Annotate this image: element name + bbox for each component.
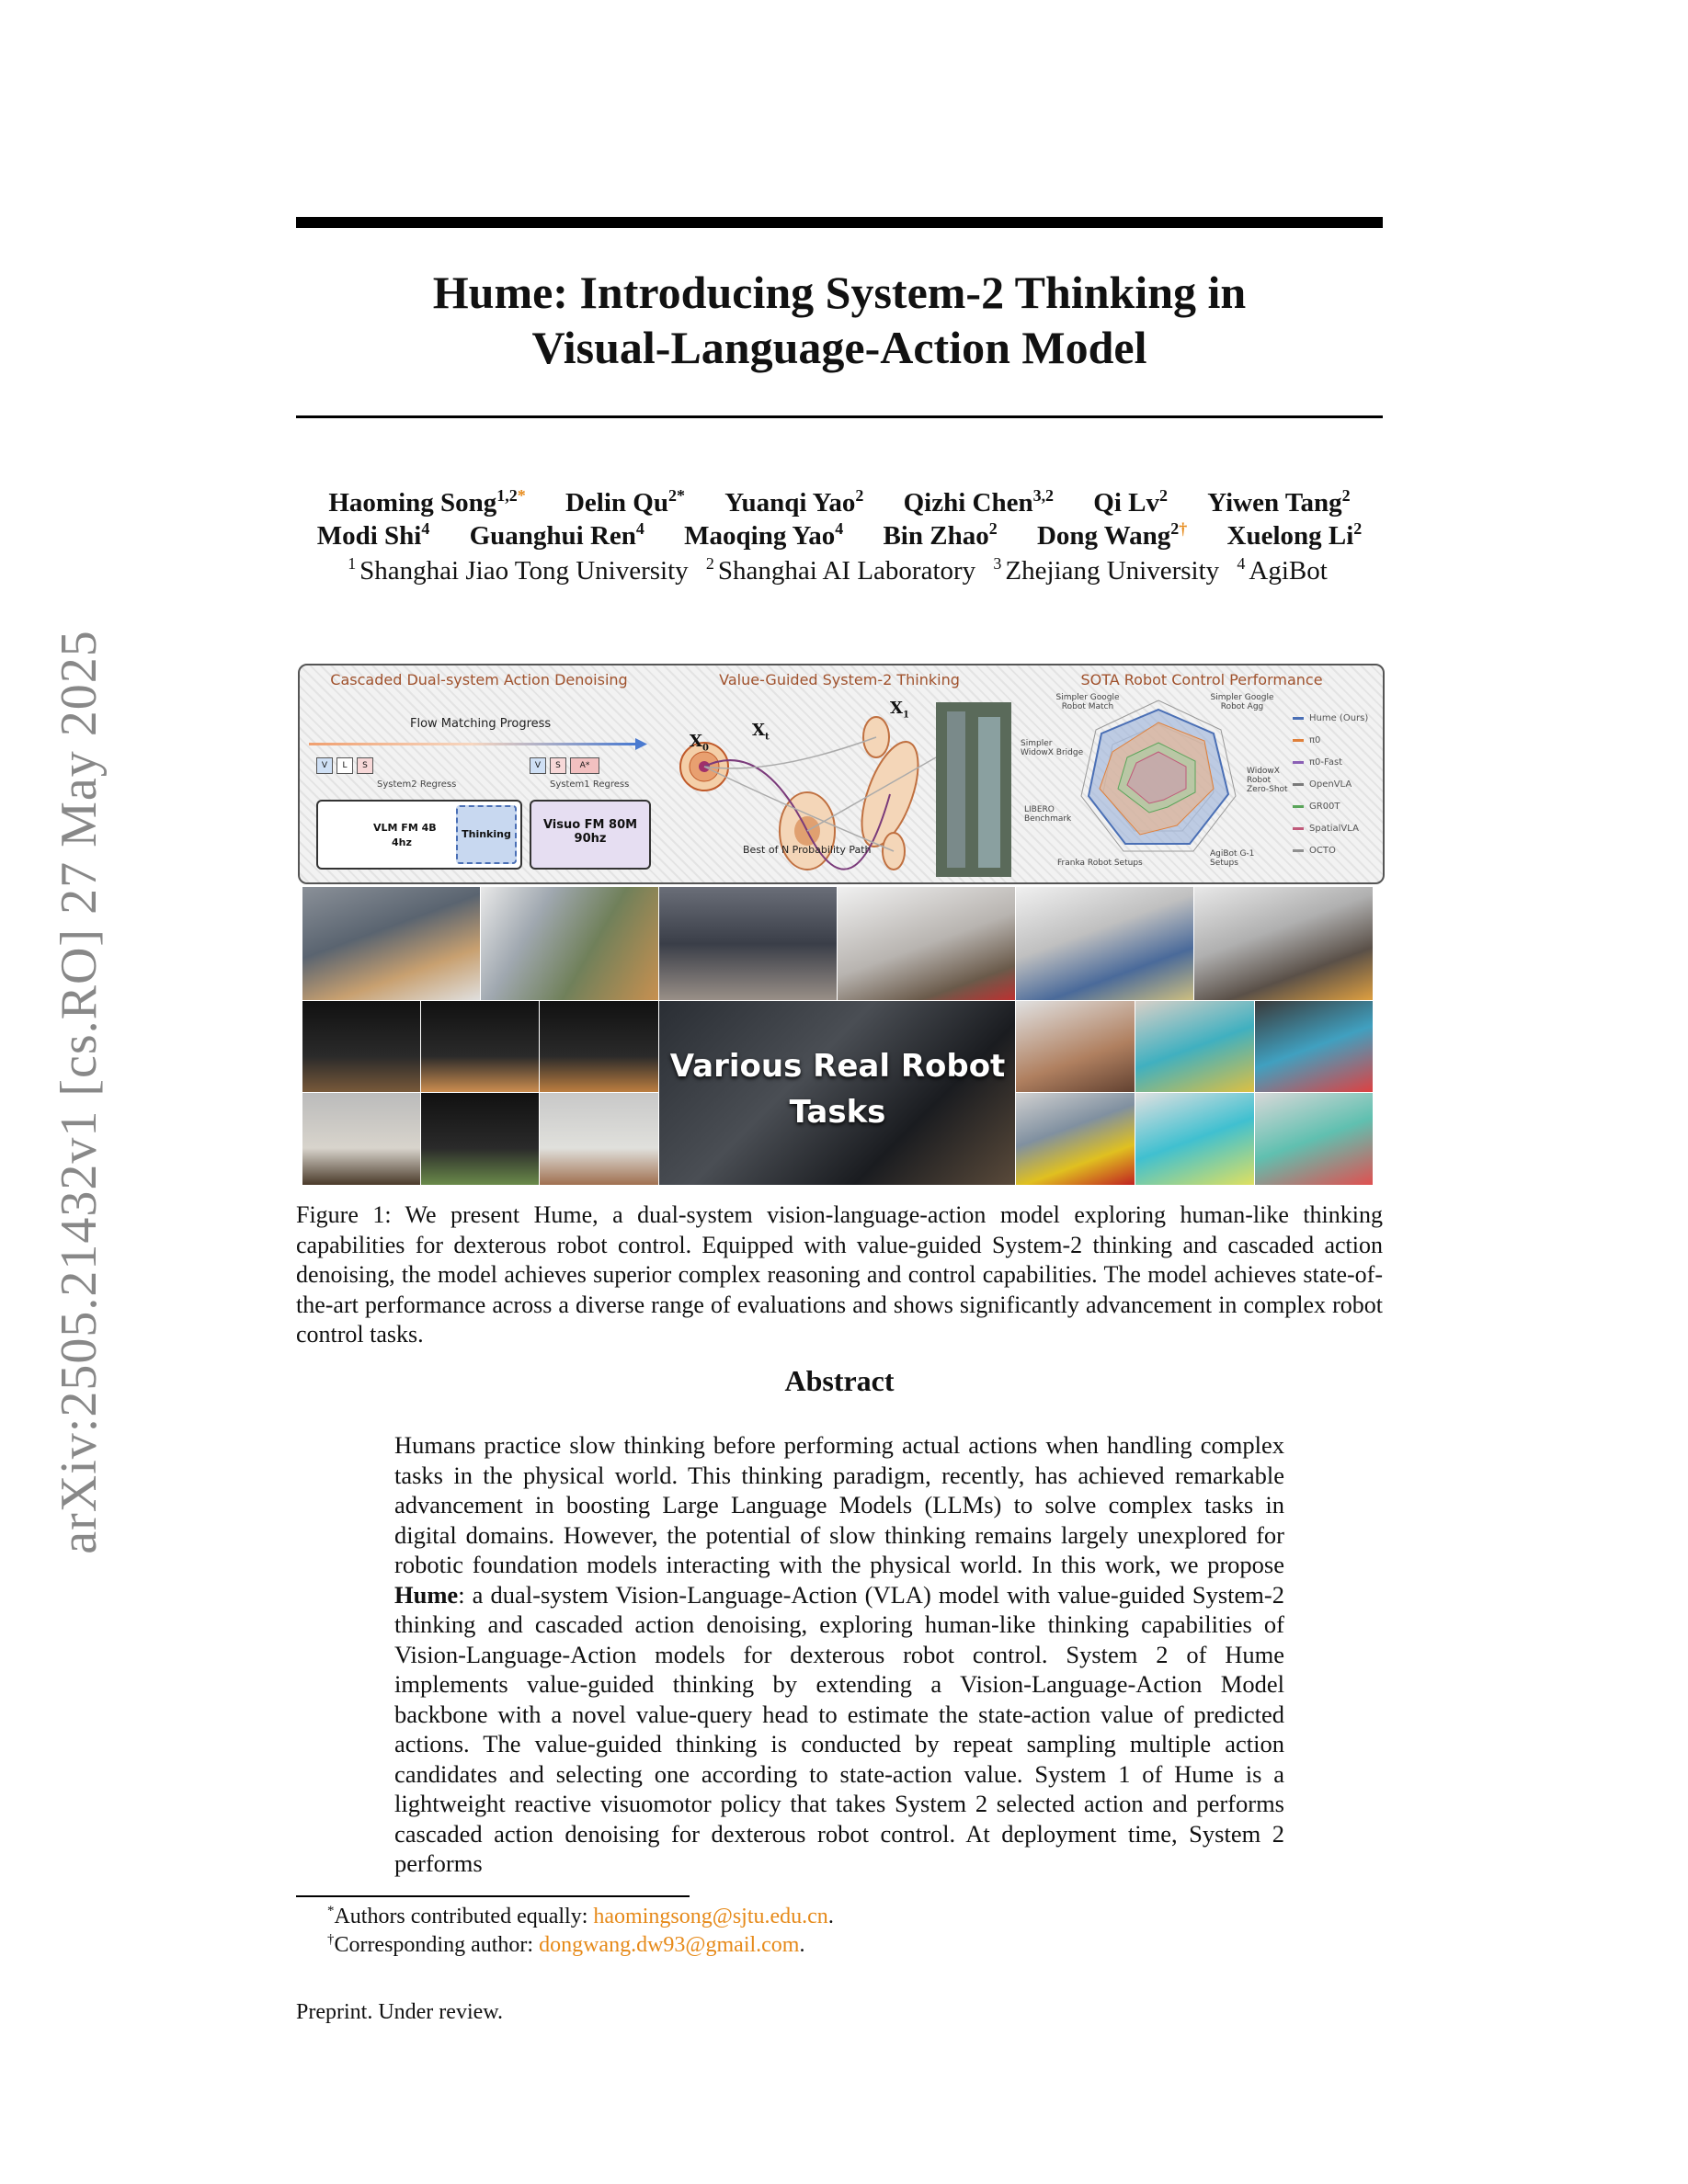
author: Yiwen Tang$^2$: [1207, 486, 1351, 518]
system2-label: System2 Regress: [377, 779, 457, 790]
vlm-label: VLM FM 4B: [373, 822, 437, 834]
panel-cascaded-denoising: [300, 665, 658, 882]
title-bottom-rule: [296, 415, 1383, 418]
robot-photo: [539, 1092, 660, 1186]
robot-photo-grid: [302, 886, 1377, 1184]
radar-axis-label: Simpler Google Robot Agg: [1210, 693, 1274, 711]
progress-arrow: [309, 735, 649, 754]
robot-photo: [420, 1000, 541, 1094]
affiliation: $^3$ Zhejiang University: [993, 554, 1220, 586]
overlay-title-line-2: Tasks: [789, 1094, 886, 1131]
paper-title: [296, 265, 1383, 375]
figure-overview-panels: [298, 664, 1385, 884]
label-xt: $X_t$: [752, 721, 770, 743]
panel-title: Value-Guided System-2 Thinking: [719, 671, 960, 688]
token-v: V: [316, 757, 333, 774]
author: Maoqing Yao$^4$: [684, 519, 844, 551]
robot-photo: [480, 886, 660, 1002]
overlay-title-line-1: Various Real Robot: [669, 1048, 1006, 1085]
authors-row-1: [276, 487, 1403, 518]
author: Bin Zhao$^2$: [883, 519, 998, 551]
label-x1: $X_1$: [890, 699, 909, 721]
robot-photo: [1193, 886, 1374, 1002]
radar-axis-label: Franka Robot Setups: [1057, 859, 1143, 868]
legend-entry: OCTO: [1293, 846, 1336, 856]
arxiv-stamp: arXiv:2505.21432v1 [cs.RO] 27 May 2025: [51, 630, 108, 1554]
legend-entry: Hume (Ours): [1293, 713, 1368, 723]
affiliation: $^2$ Shanghai AI Laboratory: [705, 554, 976, 586]
visuo-rate: 90hz: [574, 832, 607, 846]
robot-photo: [420, 1092, 541, 1186]
panel-sota-performance: [1021, 665, 1383, 882]
legend-entry: OpenVLA: [1293, 779, 1352, 790]
system1-label: System1 Regress: [550, 779, 630, 790]
title-line-2: Visual-Language-Action Model: [531, 322, 1147, 373]
radar-axis-label: LIBERO Benchmark: [1024, 805, 1072, 824]
legend-entry: SpatialVLA: [1293, 824, 1359, 834]
robot-photo: [1015, 886, 1195, 1002]
panel-title: Cascaded Dual-system Action Denoising: [330, 671, 628, 688]
robot-photo: [1015, 1092, 1136, 1186]
authors-row-2: [276, 520, 1403, 552]
author: Qi Lv$^2$: [1093, 486, 1168, 518]
visuo-box: [530, 800, 651, 870]
robot-photo: [1254, 1000, 1374, 1094]
token-v: V: [530, 757, 546, 774]
thinking-box: Thinking: [456, 805, 517, 864]
email-link[interactable]: dongwang.dw93@gmail.com: [539, 1933, 800, 1957]
footnote-corresponding: †Corresponding author: dongwang.dw93@gmail.com.: [327, 1932, 805, 1957]
token-s: S: [357, 757, 373, 774]
radar-chart: [1076, 697, 1241, 862]
robot-photo: [1015, 1000, 1136, 1094]
preprint-notice: Preprint. Under review.: [296, 2000, 504, 2024]
path-label: Best of N Probability Path: [743, 844, 872, 856]
token-l: L: [336, 757, 353, 774]
robot-photo: [1135, 1000, 1256, 1094]
affiliation: $^1$ Shanghai Jiao Tong University: [348, 554, 689, 586]
robot-photo: [837, 886, 1017, 1002]
robot-photo: [302, 1092, 422, 1186]
token-a-star: A*: [570, 757, 599, 774]
affiliations: [276, 555, 1403, 586]
robot-photo: [658, 886, 838, 1002]
title-line-1: Hume: Introducing System-2 Thinking in: [432, 267, 1247, 318]
radar-axis-label: Simpler Google Robot Match: [1055, 693, 1120, 711]
email-link[interactable]: haomingsong@sjtu.edu.cn: [593, 1905, 828, 1928]
robot-photo: [302, 886, 482, 1002]
author: Qizhi Chen$^{3,2}$: [903, 486, 1055, 518]
author: Yuanqi Yao$^2$: [724, 486, 864, 518]
abstract-heading: Abstract: [784, 1364, 895, 1397]
footnote-equal-contribution: *Authors contributed equally: haomingsong@sjtu.edu.cn.: [327, 1904, 834, 1928]
robot-photo: [1254, 1092, 1374, 1186]
vlm-rate: 4hz: [392, 836, 412, 848]
author: Delin $Qu^{2*}$: [565, 486, 685, 518]
panel-value-guided-thinking: [660, 665, 1019, 882]
author: Xuelong Li$^2$: [1226, 519, 1363, 551]
radar-axis-label: WidowX Robot Zero-Shot: [1247, 767, 1288, 794]
author: Haoming Song$^{1,2*}$: [328, 486, 526, 518]
legend-entry: π0-Fast: [1293, 757, 1342, 768]
legend-entry: π0: [1293, 735, 1320, 745]
footnote-rule: [296, 1895, 690, 1897]
affiliation: $^4$ AgiBot: [1237, 554, 1328, 586]
author: Guanghui Ren$^4$: [469, 519, 644, 551]
author: Modi Shi$^4$: [316, 519, 430, 551]
vlm-box: [316, 800, 522, 870]
legend-entry: GR00T: [1293, 802, 1340, 812]
author: Dong Wang$^{2\dagger}$: [1036, 519, 1188, 551]
figure-caption: Figure 1: We present Hume, a dual-system vision-language-action model exploring human-like thinking capabilities for dexterous robot control. Equipped with value-guided System-2 thinking and cascaded action denoising, the model achieves superior complex reasoning and control capabilities. The model achieves state-of-the-art performance across a diverse range of evaluations and shows significantly advancement in complex robot control tasks.: [296, 1201, 1383, 1348]
visuo-label: Visuo FM 80M: [542, 818, 638, 832]
radar-axis-label: AgiBot G-1 Setups: [1210, 849, 1255, 868]
robot-photo: [302, 1000, 422, 1094]
radar-axis-label: Simpler WidowX Bridge: [1021, 739, 1084, 757]
robot-photo: [539, 1000, 660, 1094]
progress-label: Flow Matching Progress: [410, 717, 552, 731]
robot-photo-overlay: [658, 1000, 1017, 1186]
panel-title: SOTA Robot Control Performance: [1080, 671, 1323, 688]
abstract-body: Humans practice slow thinking before performing actual actions when handling complex tasks in the physical world. This thinking paradigm, recently, has achieved remarkable advancement in boosting Large Language Models (LLMs) to solve complex tasks in digital domains. However, the potential of slow thinking remains largely unexplored for robotic foundation models interacting with the physical world. In this work, we propose Hume: a dual-system Vision-Language-Action (VLA) model with value-guided System-2 thinking and cascaded action denoising, exploring human-like thinking capabilities of Vision-Language-Action models for dexterous robot control. System 2 of Hume implements value-guided thinking by extending a Vision-Language-Action Model backbone with a novel value-query head to estimate the state-action value of predicted actions. The value-guided thinking is conducted by repeat sampling multiple action candidates and selecting one according to state-action value. System 1 of Hume is a lightweight reactive visuomotor policy that takes System 2 selected action and performs cascaded action denoising for dexterous robot control. At deployment time, System 2 performs: [394, 1431, 1284, 1877]
robot-photo: [1135, 1092, 1256, 1186]
title-top-rule: [296, 217, 1383, 228]
token-s: S: [550, 757, 566, 774]
label-x0: $X_0$: [690, 732, 709, 754]
